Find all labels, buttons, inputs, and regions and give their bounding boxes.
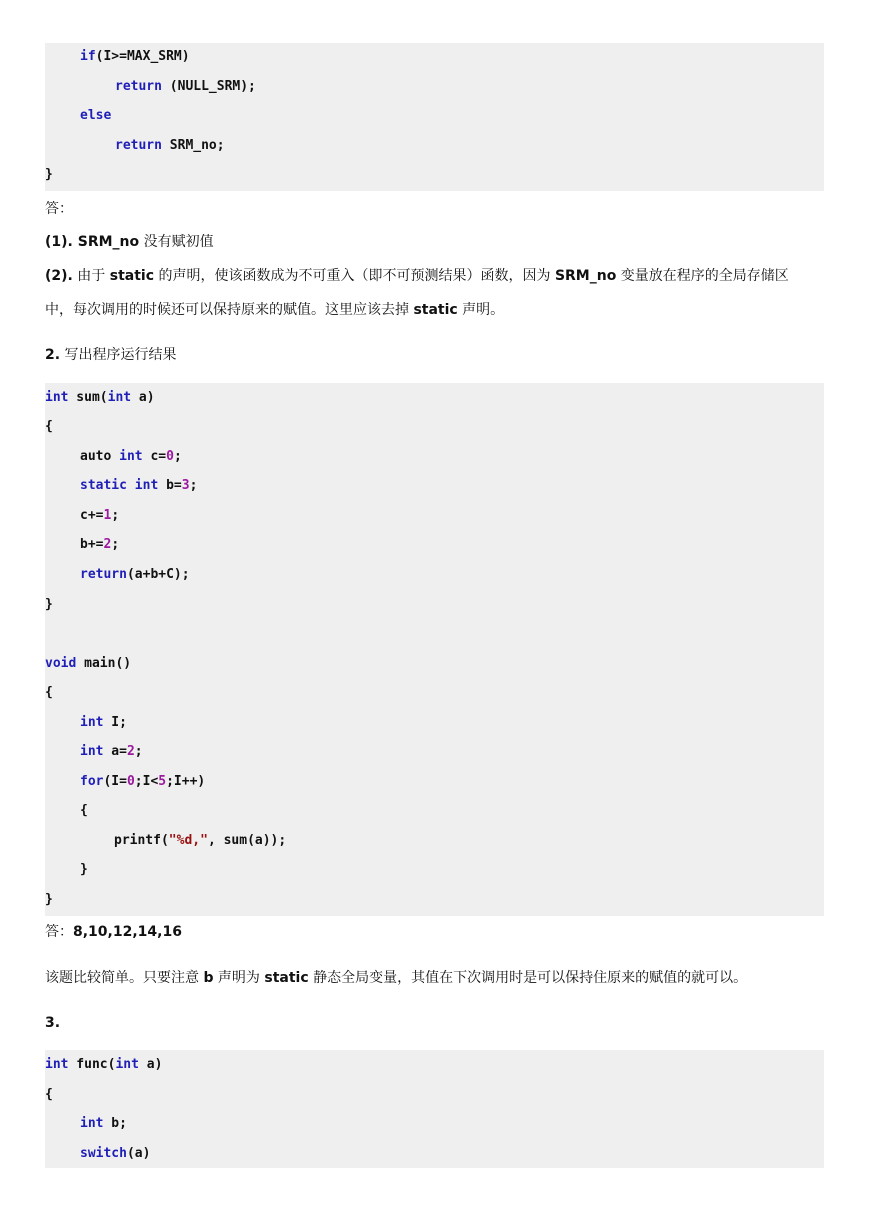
answer-point-2 [45,266,789,286]
code-line [80,743,143,761]
code-line [80,107,111,125]
code-line [115,78,256,96]
code-text: a= [103,744,127,759]
code-text: SRM_no; [161,138,225,153]
code-text: } [45,597,53,612]
code-text: (a) [126,1146,151,1161]
code-block-3 [45,1050,824,1168]
plain-text: 中，每次调用的时候还可以保持原来的赋值。这里应该去掉 [45,302,414,318]
answer-label: 答： [45,924,73,940]
code-line [80,48,190,66]
question-2-heading [45,345,177,365]
code-line [45,166,53,184]
code-keyword: return [115,79,162,94]
code-number: 1 [103,508,112,523]
code-text: { [45,419,53,434]
question-3-heading: 3. [45,1015,61,1031]
code-text: b= [158,478,182,493]
code-text: ;I< [134,774,159,789]
code-number: 2 [126,744,135,759]
code-block-1 [45,43,824,191]
code-keyword: for [80,774,104,789]
code-keyword: return [115,138,162,153]
code-text: { [45,1087,53,1102]
plain-text: 没有赋初值 [139,234,214,250]
answer-point-2-cont [45,300,504,320]
code-text: } [45,892,53,907]
code-number: 5 [158,774,167,789]
code-keyword: switch [80,1146,127,1161]
code-text: b+= [80,537,104,552]
code-keyword: if [80,49,96,64]
code-text: func( [68,1057,116,1072]
code-text: (a+b+C); [126,567,190,582]
code-keyword: int [134,478,159,493]
code-text: a) [138,1057,163,1072]
code-line [80,802,88,820]
code-keyword: return [80,567,127,582]
code-number: 0 [126,774,135,789]
code-line [80,714,127,732]
answer-point-1 [45,232,214,252]
question-title: 写出程序运行结果 [60,347,177,363]
code-text: , sum(a)); [207,833,287,848]
plain-text: 声明为 [213,970,265,986]
bold-text: b [203,970,214,986]
bold-text: static [109,268,155,284]
code-text: } [45,167,53,182]
code-text: (NULL_SRM); [161,79,256,94]
code-line [45,891,53,909]
code-keyword: void [45,656,77,671]
code-line [80,536,119,554]
code-keyword: int [45,1057,69,1072]
bold-text: static [413,302,458,318]
code-text: { [80,803,88,818]
code-block-2 [45,383,824,916]
code-line [80,773,205,791]
code-line [45,655,131,673]
code-line [45,1056,162,1074]
code-line [80,861,88,879]
code-line [45,596,53,614]
bold-text: SRM_no [554,268,617,284]
code-line [80,1115,127,1133]
code-text: (I>=MAX_SRM) [95,49,190,64]
code-text: c+= [80,508,104,523]
plain-text: 由于 [72,268,110,284]
code-text: ; [111,537,120,552]
code-line [45,418,53,436]
code-text: c= [142,449,167,464]
code-text: ; [134,744,143,759]
code-line [45,1086,53,1104]
code-line [114,832,286,850]
code-text: ; [189,478,198,493]
code-keyword: int [45,390,69,405]
code-text [127,478,135,493]
code-string: "%d," [168,833,208,848]
code-keyword: static [80,478,127,493]
bold-text: (1). SRM_no [45,234,140,250]
plain-text: 声明。 [457,302,505,318]
code-line [80,1145,150,1163]
code-text: } [80,862,88,877]
answer-label: 答： [45,201,73,217]
code-number: 0 [166,449,174,464]
code-line [45,389,155,407]
code-line [80,477,197,495]
answer-2-explanation [45,968,747,988]
code-line [80,507,119,525]
code-line [115,137,225,155]
code-text: auto [80,449,120,464]
code-text: printf( [114,833,169,848]
code-text: a) [131,390,155,405]
code-text: ; [173,449,182,464]
code-text: I; [103,715,127,730]
code-keyword: int [115,1057,139,1072]
code-text: { [45,685,53,700]
code-text: ; [111,508,120,523]
code-number: 2 [103,537,112,552]
plain-text: 变量放在程序的全局存储区 [616,268,789,284]
code-keyword: int [80,1116,104,1131]
answer-2 [45,922,182,942]
code-number: 3 [181,478,190,493]
bold-text: static [264,970,309,986]
code-keyword: int [80,744,104,759]
code-keyword: int [80,715,104,730]
code-text: b; [103,1116,127,1131]
plain-text: 的声明，使该函数成为不可重入（即不可预测结果）函数，因为 [154,268,555,284]
plain-text: 该题比较简单。只要注意 [45,970,204,986]
code-text: (I= [103,774,127,789]
bold-text: (2). [45,268,73,284]
code-line [45,684,53,702]
answer-value: 8,10,12,14,16 [73,924,182,940]
code-keyword: int [107,390,132,405]
code-keyword: int [119,449,143,464]
code-keyword: else [80,108,112,123]
question-number: 2. [45,347,61,363]
code-text: sum( [68,390,108,405]
code-text: ;I++) [166,774,206,789]
plain-text: 静态全局变量，其值在下次调用时是可以保持住原来的赋值的就可以。 [308,970,748,986]
code-line [80,448,182,466]
code-line [80,566,190,584]
code-text: main() [76,656,132,671]
